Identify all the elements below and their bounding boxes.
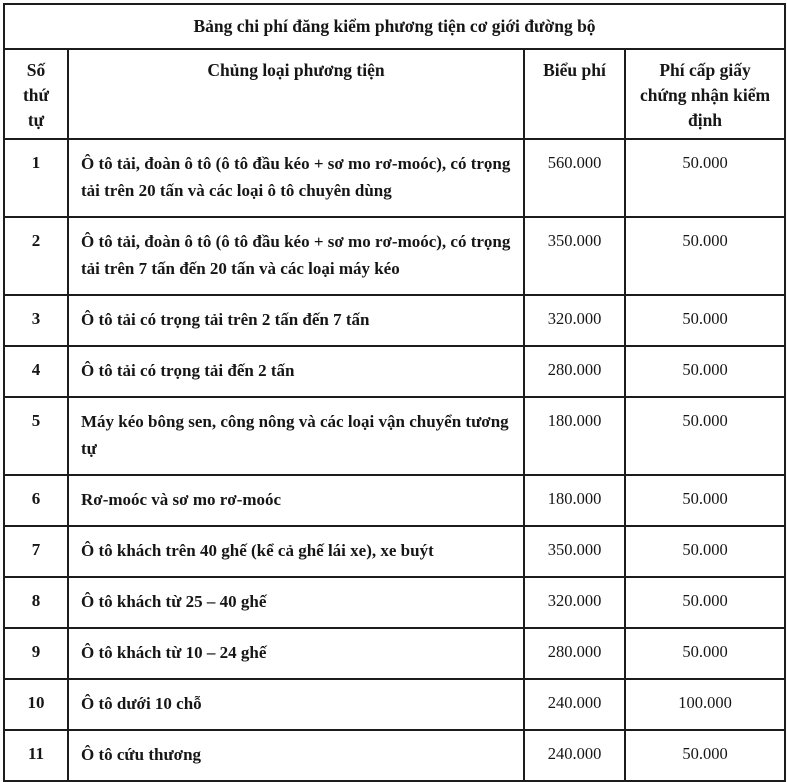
inspection-fee: 280.000: [524, 628, 625, 679]
certificate-fee: 50.000: [625, 475, 785, 526]
column-header-certificate-fee: Phí cấp giấy chứng nhận kiểm định: [625, 49, 785, 139]
vehicle-type: Ô tô tải, đoàn ô tô (ô tô đầu kéo + sơ mo rơ-moóc), có trọng tải trên 7 tấn đến 20 tấn và các loại máy kéo: [68, 217, 524, 295]
row-number: 6: [4, 475, 68, 526]
table-row: [4, 397, 785, 475]
certificate-fee: 50.000: [625, 139, 785, 217]
certificate-fee: 50.000: [625, 397, 785, 475]
certificate-fee: 50.000: [625, 628, 785, 679]
inspection-fee: 180.000: [524, 475, 625, 526]
table-row: [4, 628, 785, 679]
title-row: [4, 4, 785, 49]
inspection-fee: 240.000: [524, 679, 625, 730]
inspection-fee: 320.000: [524, 295, 625, 346]
table-row: [4, 577, 785, 628]
header-row: [4, 49, 785, 139]
row-number: 4: [4, 346, 68, 397]
certificate-fee: 50.000: [625, 217, 785, 295]
certificate-fee: 50.000: [625, 526, 785, 577]
inspection-fee: 560.000: [524, 139, 625, 217]
inspection-fee: 280.000: [524, 346, 625, 397]
certificate-fee: 50.000: [625, 577, 785, 628]
inspection-fee: 320.000: [524, 577, 625, 628]
vehicle-type: Ô tô khách từ 10 – 24 ghế: [68, 628, 524, 679]
vehicle-type: Ô tô cứu thương: [68, 730, 524, 781]
table-row: [4, 526, 785, 577]
certificate-fee: 50.000: [625, 295, 785, 346]
table-row: [4, 679, 785, 730]
inspection-fee: 180.000: [524, 397, 625, 475]
column-header-order-number: Số thứ tự: [4, 49, 68, 139]
table-row: [4, 346, 785, 397]
row-number: 9: [4, 628, 68, 679]
inspection-fee: 350.000: [524, 217, 625, 295]
certificate-fee: 50.000: [625, 346, 785, 397]
vehicle-type: Ô tô tải có trọng tải trên 2 tấn đến 7 tấn: [68, 295, 524, 346]
row-number: 8: [4, 577, 68, 628]
row-number: 2: [4, 217, 68, 295]
fee-table-body: [4, 139, 785, 781]
vehicle-type: Rơ-moóc và sơ mo rơ-moóc: [68, 475, 524, 526]
row-number: 3: [4, 295, 68, 346]
row-number: 1: [4, 139, 68, 217]
vehicle-type: Ô tô dưới 10 chỗ: [68, 679, 524, 730]
table-row: [4, 295, 785, 346]
vehicle-type: Máy kéo bông sen, công nông và các loại vận chuyển tương tự: [68, 397, 524, 475]
row-number: 5: [4, 397, 68, 475]
vehicle-type: Ô tô tải có trọng tải đến 2 tấn: [68, 346, 524, 397]
row-number: 7: [4, 526, 68, 577]
row-number: 11: [4, 730, 68, 781]
column-header-vehicle-type: Chủng loại phương tiện: [68, 49, 524, 139]
inspection-fee: 240.000: [524, 730, 625, 781]
table-row: [4, 730, 785, 781]
table-row: [4, 139, 785, 217]
row-number: 10: [4, 679, 68, 730]
vehicle-type: Ô tô tải, đoàn ô tô (ô tô đầu kéo + sơ mo rơ-moóc), có trọng tải trên 20 tấn và các loại ô tô chuyên dùng: [68, 139, 524, 217]
fee-table: [3, 3, 786, 782]
inspection-fee: 350.000: [524, 526, 625, 577]
vehicle-type: Ô tô khách từ 25 – 40 ghế: [68, 577, 524, 628]
table-title: Bảng chi phí đăng kiểm phương tiện cơ giới đường bộ: [4, 4, 785, 49]
certificate-fee: 50.000: [625, 730, 785, 781]
column-header-fee: Biểu phí: [524, 49, 625, 139]
vehicle-type: Ô tô khách trên 40 ghế (kể cả ghế lái xe), xe buýt: [68, 526, 524, 577]
table-row: [4, 217, 785, 295]
certificate-fee: 100.000: [625, 679, 785, 730]
table-row: [4, 475, 785, 526]
